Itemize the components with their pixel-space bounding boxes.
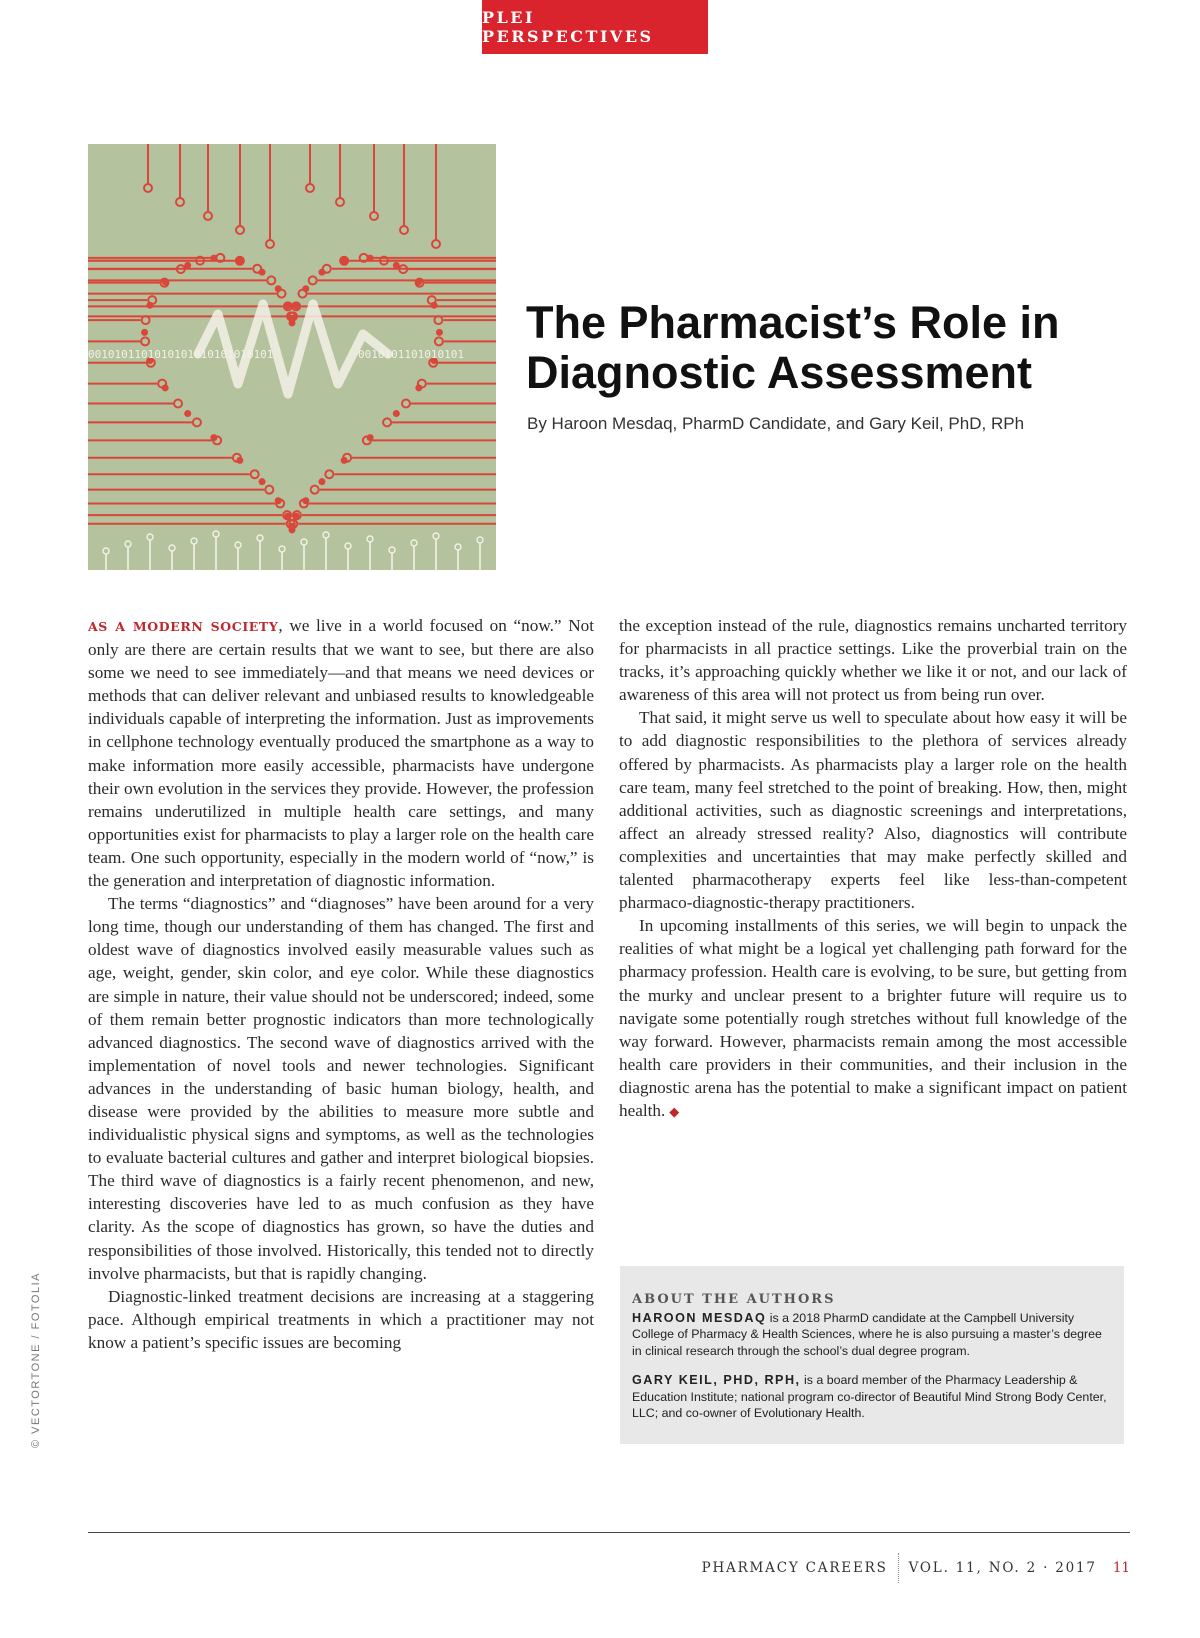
binary-text: 0010101101010101	[358, 348, 464, 361]
author-2-bio: is a board member of the Pharmacy Leadership & Education Institute; national program co-director of Beautiful Mind Strong Body Center, LLC; and co-owner of Evolutionary Health.	[632, 1373, 1107, 1420]
connector-node	[257, 535, 263, 541]
heart-dot	[341, 457, 348, 464]
heart-dot	[415, 384, 422, 391]
circuit-node	[309, 276, 317, 284]
authors-heading: ABOUT THE AUTHORS	[632, 1292, 836, 1307]
end-mark-icon: ◆	[669, 1103, 680, 1119]
lead-in: AS A MODERN SOCIETY	[88, 619, 279, 634]
heart-dot	[275, 497, 282, 504]
circuit-node	[325, 470, 333, 478]
heart-dot	[210, 434, 217, 441]
circuit-node	[336, 198, 344, 206]
paragraph-3-end: the exception instead of the rule, diagnostics remains uncharted territory for pharmacists in all practice settings. Like the proverbial train on the tracks, it’s approaching quickly whether we like it or not, and our lack of awareness of this area will not protect us from being run over.	[619, 616, 1127, 705]
heart-dot	[184, 410, 191, 417]
issue-info: VOL. 11, NO. 2 · 2017	[908, 1560, 1097, 1576]
footer-divider	[88, 1532, 1130, 1533]
circuit-node	[204, 212, 212, 220]
heart-dot	[284, 302, 291, 309]
heart-dot	[259, 478, 266, 485]
heart-dot	[302, 285, 309, 292]
author-2-name: GARY KEIL, PHD, RPH,	[632, 1373, 801, 1387]
heart-dot	[318, 478, 325, 485]
circuit-node	[432, 240, 440, 248]
circuit-node	[236, 226, 244, 234]
connector-node	[191, 538, 197, 544]
page-number: 11	[1112, 1560, 1130, 1576]
paragraph-3-start: Diagnostic-linked treatment decisions are increasing at a staggering pace. Although empirical treatments in which a practitioner may not know a patient’s specific issues are becoming	[88, 1286, 594, 1352]
circuit-node	[435, 337, 443, 345]
heart-dot	[184, 262, 191, 269]
connector-node	[125, 541, 131, 547]
circuit-node	[267, 276, 275, 284]
circuit-node	[265, 486, 273, 494]
heart-dot	[293, 513, 300, 520]
footer-separator	[898, 1553, 899, 1583]
title-line-2: Diagnostic Assessment	[526, 347, 1033, 398]
heart-dot	[289, 523, 296, 530]
circuit-node	[176, 198, 184, 206]
connector-node	[477, 537, 483, 543]
connector-node	[213, 531, 219, 537]
connector-node	[235, 542, 241, 548]
heart-dot	[289, 315, 296, 322]
paragraph-2: The terms “diagnostics” and “diagnoses” have been around for a very long time, though our understanding of them has changed. The first and oldest wave of diagnostics involved easily measurable values such as age, weight, gender, skin color, and eye color. While these diagnostics are simple in nature, their value should not be underscored; indeed, some of them remain better prognostic indicators than more technologically advanced diagnostics. The second wave of diagnostics arrived with the implementation of novel tools and newer technologies. Significant advances in the understanding of basic human biology, health, and disease were provided by the abilities to measure more subtle and individualistic physical signs and symptoms, as well as the technologies to evaluate bacterial cultures and gather and interpret biological biopsies. The third wave of diagnostics is a fairly recent phenomenon, and new, interesting discoveries have led to as much confusion as they have clarity. As the scope of diagnostics has grown, so have the duties and responsibilities of those involved. Historically, this tended not to directly involve pharmacists, but that is rapidly changing.	[88, 894, 594, 1283]
heart-dot	[146, 302, 153, 309]
connector-node	[389, 547, 395, 553]
about-the-authors	[620, 1266, 1124, 1444]
hero-illustration	[88, 144, 496, 570]
connector-node	[411, 540, 417, 546]
heart-dot	[302, 497, 309, 504]
heart-circuit-icon	[88, 144, 496, 570]
circuit-node	[306, 184, 314, 192]
connector-node	[301, 539, 307, 545]
heart-dot	[162, 384, 169, 391]
circuit-node	[383, 418, 391, 426]
circuit-node	[402, 399, 410, 407]
publication-name: PHARMACY CAREERS	[701, 1560, 888, 1576]
binary-text: 0010101101010101010101010101	[88, 348, 274, 361]
heart-dot	[367, 434, 374, 441]
paragraph-5	[619, 914, 1127, 1123]
connector-node	[103, 548, 109, 554]
heart-dot	[341, 257, 348, 264]
heart-dot	[236, 257, 243, 264]
heart-dot	[367, 255, 374, 262]
paragraph-5-text: In upcoming installments of this series, we will begin to unpack the realities of what might be a logical yet challenging path forward for the pharmacy profession. Health care is evolving, to be sure, but getting from the murky and unclear present to a brighter future will require us to navigate some potentially rough stretches without full knowledge of the way forward. However, pharmacists remain among the most accessible health care providers in their communities, and their inclusion in the diagnostic arena has the potential to make a significant impact on patient health.	[619, 916, 1127, 1120]
heart-dot	[436, 329, 443, 336]
circuit-node	[141, 337, 149, 345]
heart-dot	[210, 255, 217, 262]
author-1-bio: is a 2018 PharmD candidate at the Campbell University College of Pharmacy & Health Sciences, where he is also pursuing a master’s degree in clinical research through the school’s dual degree program.	[632, 1310, 1102, 1358]
heart-dot	[236, 457, 243, 464]
title-line-1: The Pharmacist’s Role in	[526, 297, 1060, 348]
heart-dot	[293, 302, 300, 309]
article-title	[526, 298, 1146, 398]
heart-dot	[393, 410, 400, 417]
heart-dot	[259, 269, 266, 276]
heart-dot	[141, 329, 148, 336]
paragraph-1-text: , we live in a world focused on “now.” Not only are there are certain results that we want to see, but there are also some we need to see immediately—and that means we need devices or methods that can deliver relevant and unbiased results to knowledgeable individuals capable of interpreting the information. Just as improvements in cellphone technology eventually produced the smartphone as a way to make information more easily accessible, pharmacists have undergone their own evolution in the services they provide. However, the profession remains underutilized in multiple health care settings, and many opportunities exist for pharmacists to play a larger role on the health care team. One such opportunity, especially in the modern world of “now,” is the generation and interpretation of diagnostic information.	[88, 616, 594, 891]
heart-dot	[162, 278, 169, 285]
connector-node	[367, 536, 373, 542]
heart-dot	[431, 302, 438, 309]
connector-node	[433, 533, 439, 539]
paragraph-1	[88, 614, 594, 892]
connector-node	[279, 546, 285, 552]
byline: By Haroon Mesdaq, PharmD Candidate, and Gary Keil, PhD, RPh	[527, 414, 1025, 433]
heart-dot	[275, 285, 282, 292]
circuit-node	[311, 486, 319, 494]
heart-dot	[318, 269, 325, 276]
article-column-left	[88, 614, 594, 1354]
circuit-node	[251, 470, 259, 478]
article-column-right	[619, 614, 1127, 1123]
author-1-name: HAROON MESDAQ	[632, 1310, 767, 1325]
photo-credit: © VECTORTONE / FOTOLIA	[30, 1272, 42, 1448]
circuit-node	[174, 399, 182, 407]
circuit-node	[193, 418, 201, 426]
page-footer	[702, 1553, 1130, 1583]
connector-node	[147, 534, 153, 540]
heart-dot	[393, 262, 400, 269]
author-1	[632, 1310, 1112, 1360]
circuit-node	[400, 226, 408, 234]
connector-node	[345, 543, 351, 549]
circuit-node	[144, 184, 152, 192]
connector-node	[169, 545, 175, 551]
heart-dot	[284, 513, 291, 520]
author-2	[632, 1372, 1112, 1422]
circuit-node	[266, 240, 274, 248]
section-tag: PLEI PERSPECTIVES	[482, 0, 708, 54]
connector-node	[323, 532, 329, 538]
circuit-node	[370, 212, 378, 220]
heart-dot	[415, 278, 422, 285]
connector-node	[455, 544, 461, 550]
paragraph-4: That said, it might serve us well to speculate about how easy it will be to add diagnostic responsibilities to the plethora of services already offered by pharmacists. As pharmacists play a larger role on the health care team, many feel stretched to the point of breaking. How, then, might additional activities, such as diagnostic screenings and interpretations, affect an already stressed reality? Also, diagnostics will contribute complexities and uncertainties that may make perfectly skilled and talented pharmacotherapy experts feel like less-than-competent pharmaco-diagnostic-therapy practitioners.	[619, 708, 1127, 913]
